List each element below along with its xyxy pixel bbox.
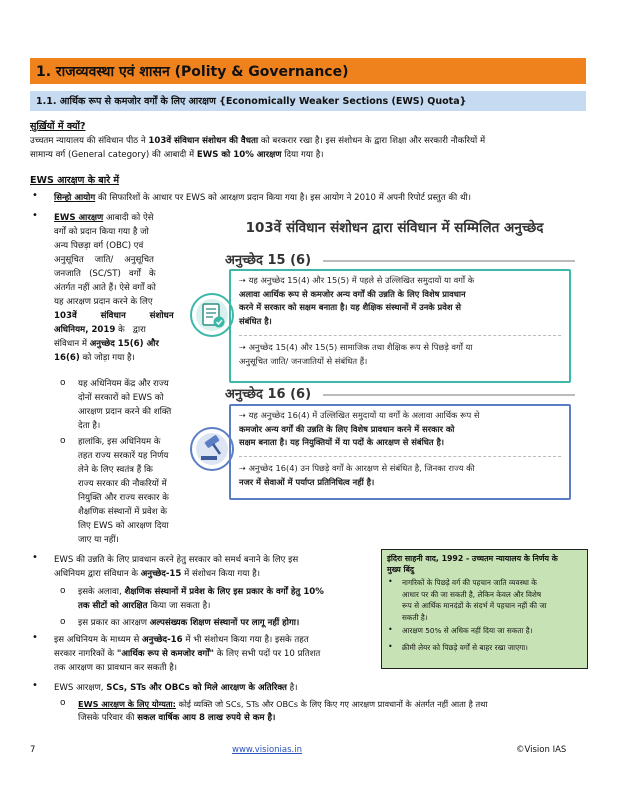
indira-sawhney-point-1: नागरिकों के पिछड़े वर्ग की पहचान जाति व्यवस्था के आधार पर की जा सकती है, लेकिन केवल और विशेष रूप से आर्थिक मानदंडों के संदर्भ में पहचान नहीं की जा सकती है।: [402, 578, 547, 622]
copyright: ©Vision IAS: [516, 745, 567, 755]
article-16-6-box: [229, 404, 571, 500]
article-15-6-text: ⇢ यह अनुच्छेद 15(4) और 15(5) में पहले से उल्लिखित समुदायों या वर्गों के अलावा आर्थिक रूप से कमजोर अन्य वर्गों की उन्नति के लिए विशेष प्रावधान करने में सरकार को सक्षम बनाता है। यह शैक्षिक संस्थानों में उनके प्रवेश से संबंधित है।: [239, 275, 475, 326]
chapter-header-bar: [30, 58, 586, 84]
article-15-4-note: ⇢ अनुच्छेद 15(4) और 15(5) सामाजिक तथा शैक्षिक रूप से पिछड़े वर्गों या अनुसूचित जाति/ जनजातियों से संबंधित हैं।: [239, 342, 473, 366]
about-bullet-3-sub-2: इस प्रकार का आरक्षण अल्पसंख्यक शिक्षण संस्थानों पर लागू नहीं होगा।: [78, 618, 300, 628]
about-heading: EWS आरक्षण के बारे में: [30, 175, 120, 186]
article-16-6-text: ⇢ यह अनुच्छेद 16(4) में उल्लिखित समुदायों या वर्गों के अलावा आर्थिक रूप से कमजोर अन्य वर्गों की उन्नति के लिए विशेष प्रावधान करने में सरकार को सक्षम बनाता है। यह नियुक्तियों में या पदों के आरक्षण से संबंधित है।: [239, 410, 480, 447]
bullet: •: [32, 552, 38, 563]
about-bullet-3-sub-1: इसके अलावा, शैक्षणिक संस्थानों में प्रवेश के लिए इस प्रकार के वर्गों हेतु 10% तक सीटों को आरक्षित किया जा सकता है।: [78, 587, 324, 611]
indira-sawhney-title: इंदिरा साहनी वाद, 1992 - उच्चतम न्यायालय के निर्णय के मुख्य बिंदु: [387, 554, 558, 574]
indira-sawhney-point-2: आरक्षण 50% से अधिक नहीं दिया जा सकता है।: [402, 626, 533, 635]
divider: [239, 456, 561, 457]
about-sub-1: यह अधिनियम केंद्र और राज्य दोनों सरकारों को EWS को आरक्षण प्रदान करने की शक्ति देता है।: [78, 379, 172, 431]
bullet: •: [32, 210, 38, 221]
bullet: •: [32, 632, 38, 643]
bullet: •: [32, 190, 38, 201]
indira-sawhney-box: [381, 549, 588, 669]
sub-bullet: o: [60, 698, 66, 708]
section-title: 1.1. आर्थिक रूप से कमजोर वर्गों के लिए आरक्षण {Economically Weaker Sections (EWS) Quota}: [36, 96, 467, 107]
divider: [239, 335, 561, 336]
divider: [323, 260, 575, 262]
bullet: •: [388, 625, 393, 634]
sub-bullet: o: [60, 617, 66, 627]
website-link[interactable]: www.visionias.in: [232, 745, 302, 755]
why-news-paragraph: उच्चतम न्यायालय की संविधान पीठ ने 103वें संविधान संशोधन की वैधता को बरकरार रखा है। इस संशोधन के द्वारा शिक्षा और सरकारी नौकरियों में सामान्य वर्ग (General category) की आबादी में EWS को 10% आरक्षण दिया गया है।: [30, 136, 486, 160]
chapter-title: 1. राजव्यवस्था एवं शासन (Polity & Governance): [36, 64, 349, 80]
indira-sawhney-point-3: क्रीमी लेयर को पिछड़े वर्गों से बाहर रखा जाएगा।: [402, 643, 528, 652]
sub-bullet: o: [60, 436, 66, 446]
about-bullet-2: EWS आरक्षण आबादी को ऐसे वर्गों को प्रदान किया गया है जो अन्य पिछड़ा वर्ग (OBC) एवं अनुसूचित जाति/ अनुसूचित जनजाति (SC/ST) वर्गों के अंतर्गत नहीं आते हैं। ऐसे वर्गों को यह आरक्षण प्रदान करने के लिए 103वें संविधान संशोधन अधिनियम, 2019 के द्वारा संविधान में अनुच्छेद 15(6) और 16(6) को जोड़ा गया है।: [54, 213, 174, 363]
infographic-title: 103वें संविधान संशोधन द्वारा संविधान में सम्मिलित अनुच्छेद: [245, 220, 544, 236]
sub-bullet: o: [60, 586, 66, 596]
article-15-6-box: [229, 269, 571, 383]
article-15-6-title: अनुच्छेद 15 (6): [225, 253, 312, 268]
about-bullet-3: EWS की उन्नति के लिए प्रावधान करने हेतु सरकार को समर्थ बनाने के लिए इस अधिनियम द्वारा संविधान के अनुच्छेद-15 में संशोधन किया गया है।: [54, 555, 299, 579]
sub-bullet: o: [60, 378, 66, 388]
bullet: •: [388, 642, 393, 651]
about-bullet-4: इस अधिनियम के माध्यम से अनुच्छेद-16 में भी संशोधन किया गया है। इसके तहत सरकार नागरिकों के "आर्थिक रूप से कमजोर वर्गों" के लिए सभी पदों पर 10 प्रतिशत तक आरक्षण का प्रावधान कर सकती है।: [54, 635, 321, 673]
divider: [323, 394, 575, 396]
bullet: •: [388, 577, 393, 586]
article-16-4-note: ⇢ अनुच्छेद 16(4) उन पिछड़े वर्गों के आरक्षण से संबंधित है, जिनका राज्य की नजर में सेवाओं में पर्याप्त प्रतिनिधित्व नहीं है।: [239, 463, 475, 487]
bullet: •: [32, 680, 38, 691]
infographic: [203, 214, 586, 541]
section-header-bar: [30, 91, 586, 111]
about-bullet-5: EWS आरक्षण, SCs, STs और OBCs को मिले आरक्षण के अतिरिक्त है।: [54, 683, 298, 693]
page-number: 7: [30, 745, 36, 755]
why-news-heading: सुर्ख़ियों में क्यों?: [30, 121, 86, 132]
about-bullet-1: सिन्हो आयोग की सिफारिशों के आधार पर EWS को आरक्षण प्रदान किया गया है। इस आयोग ने 2010 में अपनी रिपोर्ट प्रस्तुत की थी।: [54, 193, 471, 203]
article-16-6-title: अनुच्छेद 16 (6): [225, 387, 312, 402]
about-bullet-5-sub: EWS आरक्षण के लिए योग्यता: कोई व्यक्ति जो SCs, STs और OBCs के लिए किए गए आरक्षण प्रावधानों के अंतर्गत नहीं आता है तथा जिसके परिवार की सकल वार्षिक आय 8 लाख रुपये से कम है।: [78, 699, 488, 723]
about-sub-2: हालांकि, इस अधिनियम के तहत राज्य सरकारें यह निर्णय लेने के लिए स्वतंत्र हैं कि राज्य सरकार की नौकरियों में नियुक्ति और राज्य सरकार के शैक्षणिक संस्थानों में प्रवेश के लिए EWS को आरक्षण दिया जाए या नहीं।: [78, 437, 169, 545]
